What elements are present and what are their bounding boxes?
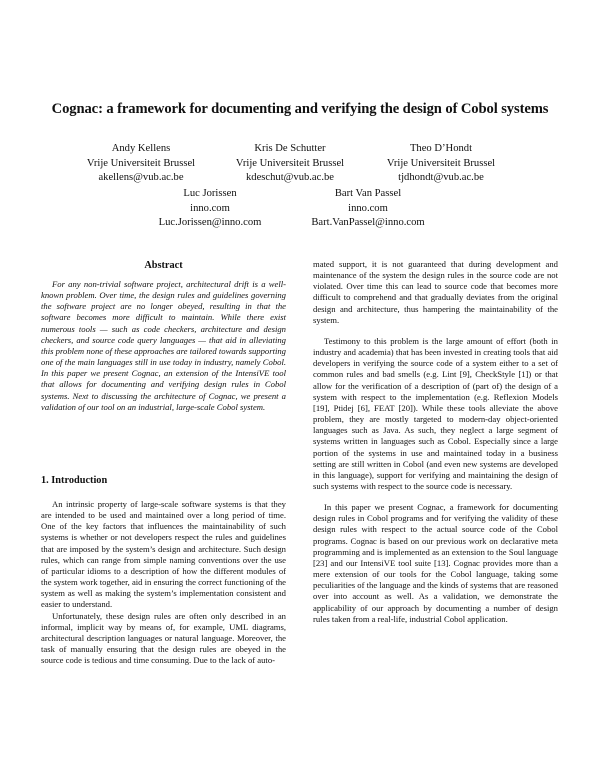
author-block (278, 187, 458, 231)
author-email: tjdhondt@vub.ac.be (398, 172, 484, 184)
author-name: Bart Van Passel (334, 188, 402, 199)
author-name: Andy Kellens (111, 143, 171, 154)
right-column-body (313, 259, 558, 625)
body-paragraph: mated support, it is not guaranteed that during development and maintenance of the system the design rules in the source code are not violated. Over time this can lead to source code that becomes more difficult to comprehend and that gradually deviates from the original design and architecture, thus hampering the maintainability of the system. (313, 259, 558, 325)
body-paragraph: Testimony to this problem is the large amount of effort (both in industry and academia) that has been invested in creating tools that aid developers in verifying the source code of a system either to a set of common rules and bad smells (e.g. Lint [9], CheckStyle [1]) or that allow for the verification of a description of (part of) the design of a system with respect to the implementation (e.g. Reflexion Models [19], Ptidej [6], FEAT [20]). While these tools alleviate the above problem, they are mostly targeted to modern-day object-oriented languages such as Java. As such, they neglect a large segment of systems written in languages such as Cobol. Especially since a large portion of the systems in use and maintained today in a business setting are still written in Cobol (and even new systems are developed in this language), support for verifying and maintaining the design of such systems with respect to the source code is necessary. (313, 335, 558, 491)
author-email: akellens@vub.ac.be (98, 172, 184, 184)
author-name: Kris De Schutter (254, 143, 326, 154)
author-name: Luc Jorissen (183, 188, 237, 199)
body-paragraph: Unfortunately, these design rules are often only described in an informal, implicit way by means of, for example, UML diagrams, architectural description languages or natural language. Moreover, the task of manually ensuring that the design rules are obeyed in the source code is tedious and time consuming. Due to the lack of auto- (41, 610, 286, 666)
abstract-text: For any non-trivial software project, architectural drift is a well-known problem. Over time, the design rules and guidelines governing the software project are no longer obeyed, resulting in that the software becomes more difficult to maintain. While there exist numerous tools — such as code checkers, architecture and design checkers, and source code query languages — that aid in alleviating this problem none of these approaches are tailored towards supporting one of the main languages still in use today in industry, namely Cobol. In this paper we present Cognac, an extension of the IntensiVE tool that allows for documenting and verifying design rules in Cobol systems. Next to discussing the architecture of Cognac, we present a validation of our tool on an industrial, large-scale Cobol system. (41, 279, 286, 412)
author-email: Bart.VanPassel@inno.com (311, 217, 425, 229)
body-paragraph: An intrinsic property of large-scale software systems is that they are intended to be used and maintained over a long period of time. One of the key factors that influences the maintainability of such systems is whether or not developers respect the rules and guidelines that are imposed by the system’s design and architecture. Such design rules, which can range from simple naming conventions over the use of particular idioms to a description of how the different modules of the system work together, aid in ensuring the correct functioning of the system as well as making the system’s implementation consistent and easier to understand. (41, 499, 286, 610)
author-affiliation: inno.com (190, 202, 230, 214)
author-block (351, 142, 531, 186)
abstract-heading: Abstract (144, 260, 183, 271)
author-affiliation: Vrije Universiteit Brussel (235, 157, 345, 169)
author-email: Luc.Jorissen@inno.com (158, 217, 262, 229)
author-affiliation: Vrije Universiteit Brussel (86, 157, 196, 169)
body-paragraph: In this paper we present Cognac, a framework for documenting design rules in Cobol programs and for verifying the validity of these design rules with respect to the actual source code of the Cobol programs. Cognac is based on our previous work on declarative meta programming and is implemented as an extension to the Soul language [23] and our IntensiVE tool suite [13]. Cognac provides more than a mere extension of our tools for the Cobol language, taking some peculiarities of the language and the kinds of systems that are reasoned over into account as well. As a validation, we demonstrate the applicability of our approach by documenting a number of design rules taken from a real-life, industrial Cobol application. (313, 502, 559, 624)
section-heading-introduction: 1. Introduction (41, 475, 108, 486)
author-name: Theo D’Hondt (409, 143, 473, 154)
author-block (120, 187, 300, 231)
author-affiliation: inno.com (348, 202, 388, 214)
author-email: kdeschut@vub.ac.be (245, 172, 334, 184)
left-column-body (41, 499, 286, 666)
paper-title: Cognac: a framework for documenting and verifying the design of Cobol systems (51, 101, 549, 117)
author-affiliation: Vrije Universiteit Brussel (386, 157, 496, 169)
